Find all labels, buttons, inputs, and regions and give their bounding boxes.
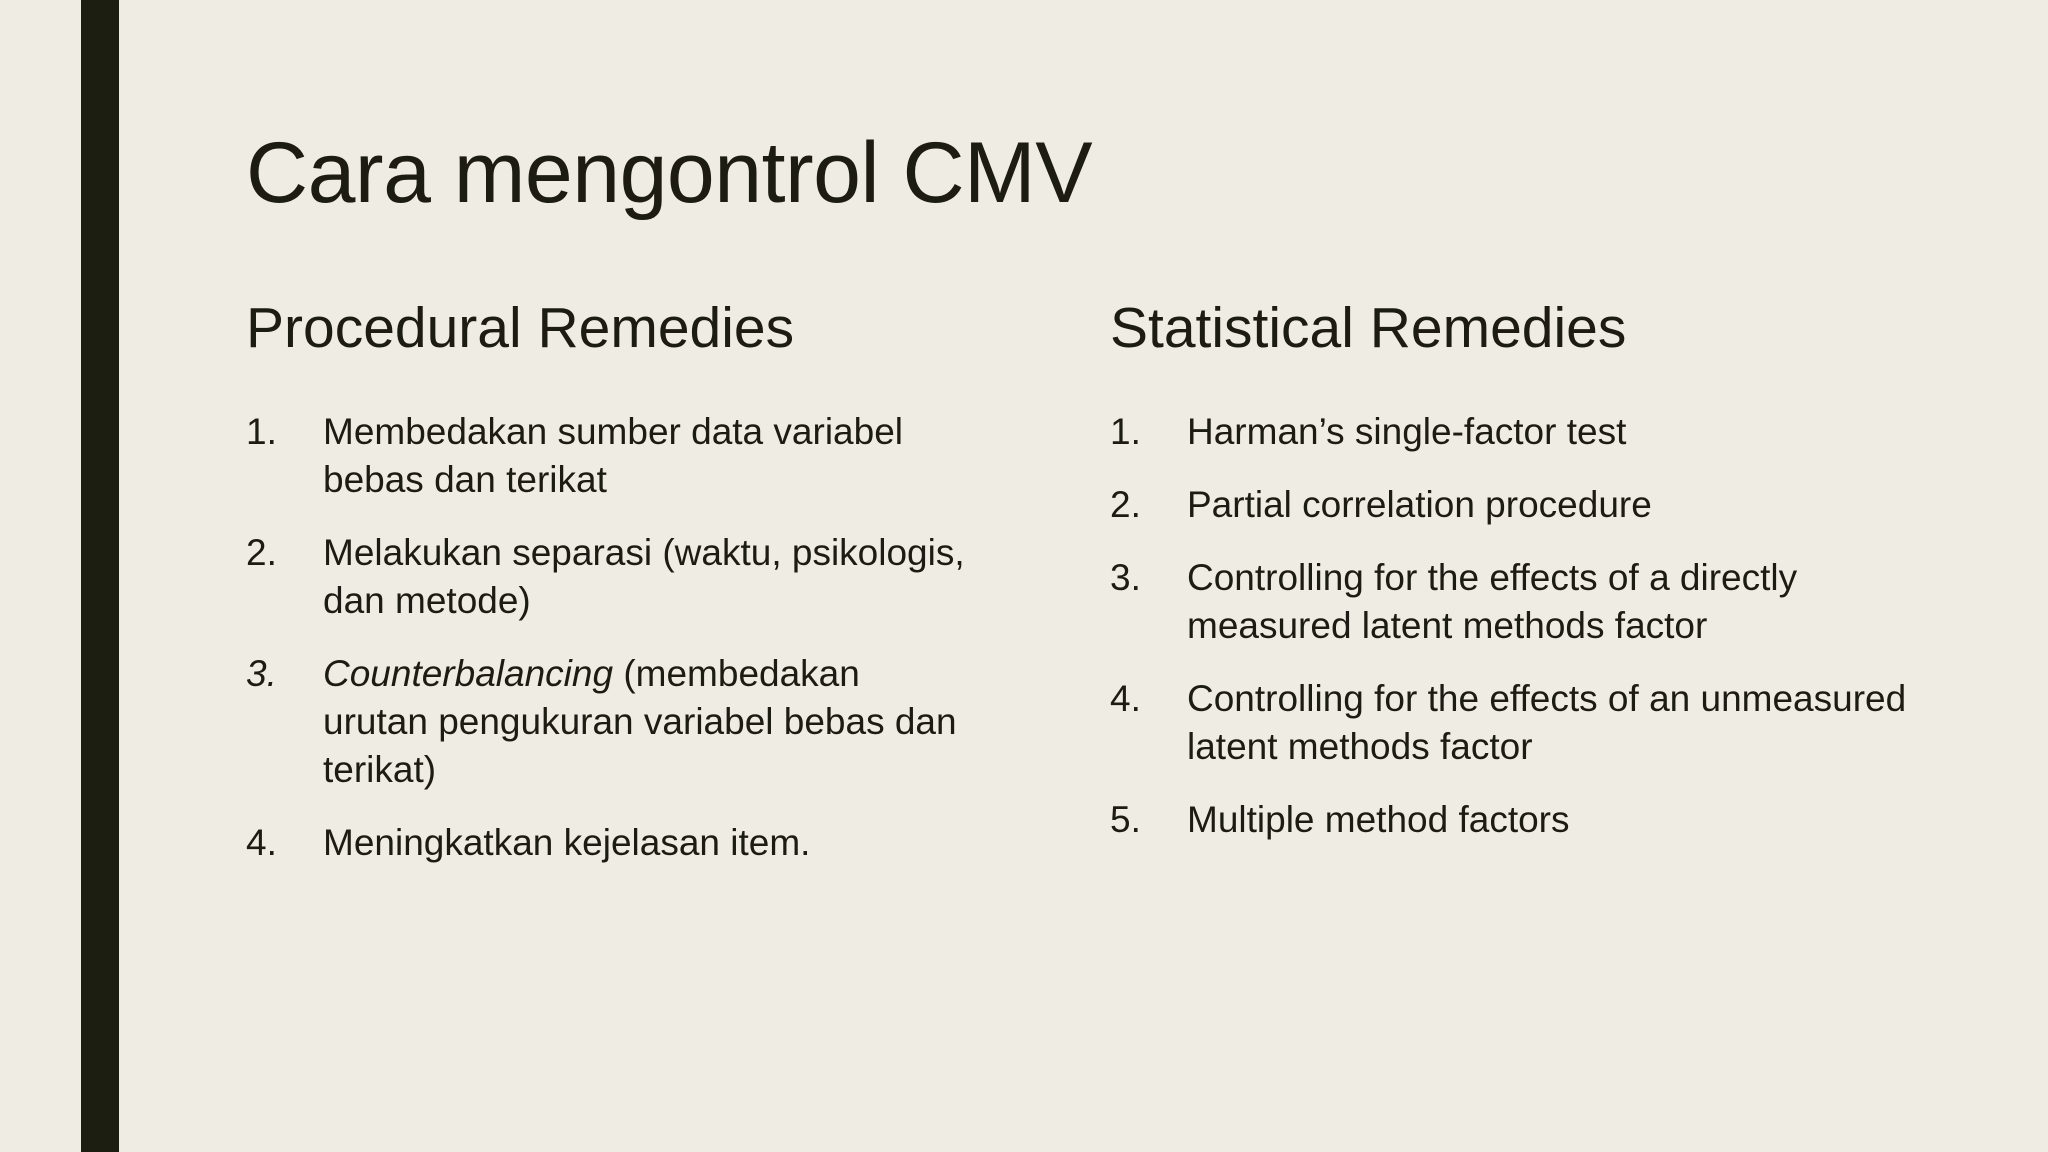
list-item-emphasis: Counterbalancing xyxy=(323,653,614,694)
procedural-remedies-list xyxy=(246,408,966,892)
list-item-number: 4. xyxy=(1110,678,1141,719)
statistical-remedies-column xyxy=(1110,290,1910,840)
list-item-text: Controlling for the effects of an unmeasured latent methods factor xyxy=(1187,678,1907,767)
procedural-remedies-column xyxy=(246,290,966,863)
list-item xyxy=(1110,675,1910,771)
list-item-number: 3. xyxy=(246,653,277,694)
slide-title: Cara mengontrol CMV xyxy=(246,125,1093,221)
procedural-remedies-heading: Procedural Remedies xyxy=(246,296,795,360)
list-item xyxy=(246,408,966,504)
list-item-text: (membedakan urutan pengukuran variabel bebas dan terikat) xyxy=(323,653,957,790)
list-item-number: 5. xyxy=(1110,799,1141,840)
list-item-number: 2. xyxy=(1110,484,1141,525)
list-item-text: Controlling for the effects of a directly measured latent methods factor xyxy=(1187,557,1798,646)
list-item-number: 4. xyxy=(246,822,277,863)
list-item-text: Membedakan sumber data variabel bebas dan terikat xyxy=(323,411,903,500)
statistical-remedies-list xyxy=(1110,408,1910,869)
list-item-text: Multiple method factors xyxy=(1187,799,1570,840)
list-item-number: 1. xyxy=(1110,411,1141,452)
list-item xyxy=(246,529,966,625)
list-item xyxy=(246,819,966,867)
list-item-text: Melakukan separasi (waktu, psikologis, dan metode) xyxy=(323,532,965,621)
accent-bar xyxy=(81,0,119,1152)
list-item-text: Partial correlation procedure xyxy=(1187,484,1652,525)
list-item-number: 3. xyxy=(1110,557,1141,598)
list-item xyxy=(1110,554,1910,650)
list-item-number: 2. xyxy=(246,532,277,573)
list-item xyxy=(1110,796,1910,844)
list-item xyxy=(1110,408,1910,456)
statistical-remedies-heading: Statistical Remedies xyxy=(1110,296,1627,360)
list-item xyxy=(246,650,966,794)
list-item-text: Harman’s single-factor test xyxy=(1187,411,1627,452)
list-item-text: Meningkatkan kejelasan item. xyxy=(323,822,811,863)
list-item xyxy=(1110,481,1910,529)
list-item-number: 1. xyxy=(246,411,277,452)
